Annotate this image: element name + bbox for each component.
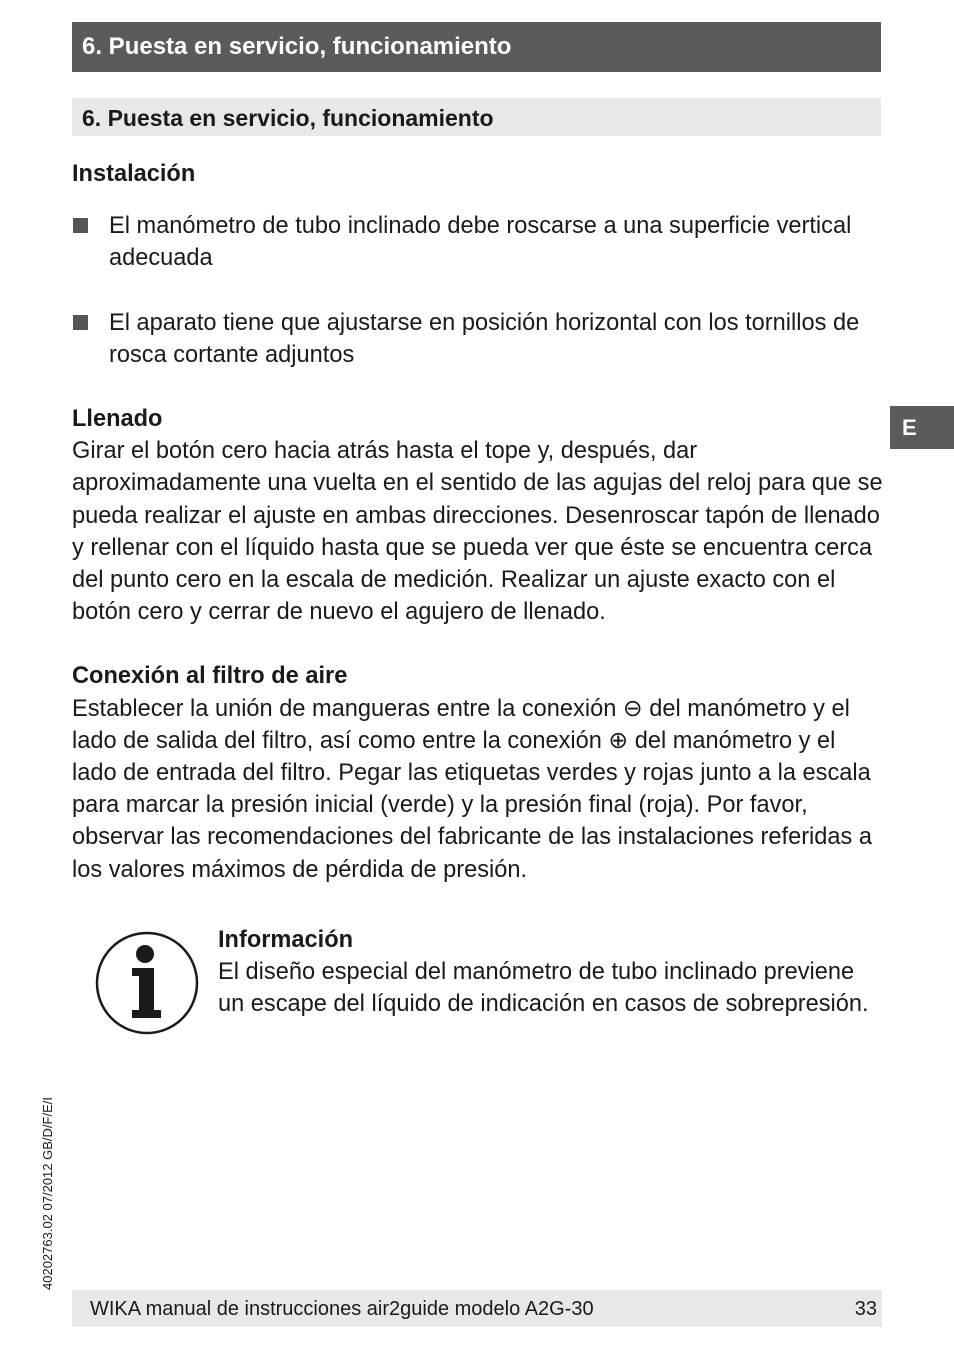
- air-filter-heading: Conexión al filtro de aire: [72, 663, 348, 690]
- list-item: [72, 307, 884, 371]
- footer-title: WIKA manual de instrucciones air2guide modelo A2G-30: [90, 1298, 594, 1320]
- installation-heading: Instalación: [72, 161, 196, 187]
- list-item-text: El manómetro de tubo inclinado debe roscarse a una superficie vertical adecuada: [109, 213, 852, 272]
- air-filter-text: Establecer la unión de mangueras entre la conexión ⊖ del manómetro y el lado de salida del filtro, así como entre la conexión ⊕ del manómetro y el lado de entrada del filtro. Pegar las etiquetas verdes y rojas junto a la escala para marcar la presión inicial (verde) y la presión final (roja). Por favor, observar las recomendaciones del fabricante de las instalaciones referidas a los valores máximos de pérdida de presión.: [72, 695, 873, 883]
- installation-list: [72, 210, 884, 371]
- info-text: El diseño especial del manómetro de tubo inclinado previene un escape del líquido de indicación en casos de sobrepresión.: [218, 959, 869, 1018]
- air-filter-section: [72, 660, 884, 885]
- list-item: [72, 210, 884, 274]
- chapter-header: 6. Puesta en servicio, funcionamiento: [72, 22, 881, 72]
- filling-text: Girar el botón cero hacia atrás hasta el tope y, después, dar aproximadamente una vuelta en el sentido de las agujas del reloj para que se pueda realizar el ajuste en ambas direcciones. Desenroscar tapón de llenado y rellenar con el líquido hasta que se pueda ver que éste se encuentra cerca del punto cero en la escala de medición. Realizar un ajuste exacto con el botón cero y cerrar de nuevo el agujero de llenado.: [72, 438, 883, 626]
- filling-section: [72, 403, 884, 628]
- info-heading: Información: [218, 926, 354, 953]
- footer: [72, 1290, 882, 1327]
- section-title: 6. Puesta en servicio, funcionamiento: [72, 98, 881, 136]
- main-content: [72, 158, 884, 1044]
- info-note: [72, 924, 884, 1044]
- square-bullet-icon: [73, 218, 88, 233]
- page-number: 33: [854, 1298, 877, 1320]
- document-code: 40202763.02 07/2012 GB/D/F/E/I: [40, 1097, 55, 1290]
- filling-heading: Llenado: [72, 406, 163, 433]
- info-icon: [94, 930, 200, 1036]
- square-bullet-icon: [73, 315, 88, 330]
- list-item-text: El aparato tiene que ajustarse en posición horizontal con los tornillos de rosca cortante adjuntos: [109, 309, 860, 368]
- language-tab: E: [890, 406, 954, 449]
